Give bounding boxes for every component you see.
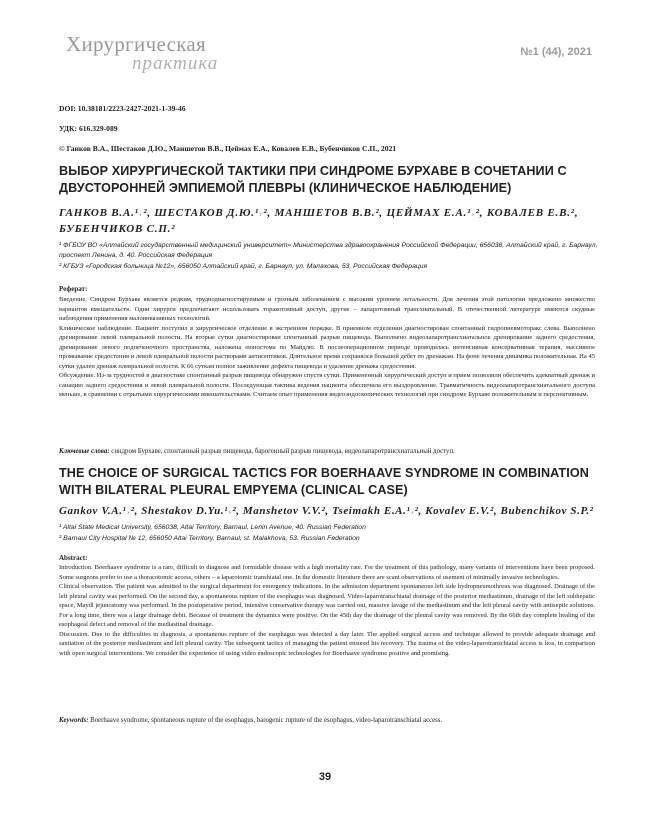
udk: УДК: 616.329-089 xyxy=(59,124,118,133)
keywords-en xyxy=(59,716,595,726)
keywords-ru xyxy=(59,447,595,457)
abstract-label-en: Abstract: xyxy=(59,554,88,562)
abstract-en-discussion: Discussion. Due to the difficulties in diagnosis, a spontaneous rupture of the esophagus was detected a day later. The applied surgical access and technique allowed to provide adequate drainage and sanitation of the posterior mediastinum and left pleural cavity. The subsequent tactics of managing the patient ensured his recovery. The trauma of the video-laparotranschiatal access is less, in comparison with open surgical interventions. We consider the experience of using video endoscopic technologies for Boerhaave syndrome positive and promising. xyxy=(59,630,595,657)
abstract-en-observation: Clinical observation. The patient was admitted to the surgical department for emergency indications. In the admission department spontaneous left side hydropneumothorax was diagnosed. Drainage of the left pleural cavity was performed. On the second day, a spontaneous rupture of the esophagus was diagnosed. Video-laparotranschiatal drainage of the posterior mediastinum, drainage of the left subhepatic space, Maydl jejunostomy was performed. In the postoperative period, intensive conservative therapy was carried out, massive lavage of the mediastinum and the left pleural cavity with antiseptic solutions. For a long time, there was a large drainage debit. Because of treatment the dynamics were positive. On the 45th day the drainage of the pleural cavity was removed. By the 66th day complete healing of the esophageal defect and removal of the mediastinal drainage. xyxy=(59,583,595,629)
issue-number: №1 (44), 2021 xyxy=(520,46,592,58)
journal-title: Хирургическая xyxy=(66,32,206,56)
authors-ru-line1: ГАНКОВ В.А.¹˒², ШЕСТАКОВ Д.Ю.¹˒², МАНШЕТОВ В.В.², ЦЕЙМАХ Е.А.¹˒², КОВАЛЕВ Е.В.², xyxy=(59,207,579,219)
copyright: © Ганков В.А., Шестаков Д.Ю., Маншетов В.В., Цеймах Е.А., Ковалев Е.В., Бубенчиков С.П., 2021 xyxy=(59,144,397,153)
article-title-en: THE CHOICE OF SURGICAL TACTICS FOR BOERHAAVE SYNDROME IN COMBINATION WITH BILATERAL PLEURAL EMPYEMA (CLINICAL CASE) xyxy=(59,466,589,497)
page-number: 39 xyxy=(318,771,332,783)
abstract-ru xyxy=(59,295,595,400)
article-title-ru: ВЫБОР ХИРУРГИЧЕСКОЙ ТАКТИКИ ПРИ СИНДРОМЕ БУРХАВЕ В СОЧЕТАНИИ С ДВУСТОРОННЕЙ ЭМПИЕМОЙ ПЛЕВРЫ (КЛИНИЧЕСКОЕ НАБЛЮДЕНИЕ) xyxy=(59,164,567,195)
affiliation-ru-1: ¹ ФГБОУ ВО «Алтайский государственный медицинский университет» Министерства здравоохранения Российской Федерации, 656038, Алтайский край, г. Барнаул, проспект Ленина, д. 40. Российская Федерация xyxy=(59,242,598,259)
abstract-ru-discussion: Обсуждение. Из-за трудностей в диагностике спонтанный разрыв пищевода обнаружен спустя сутки. Примененный хирургический доступ и прием позволили обеспечить адекватный дренаж и санацию заднего средостения и левой плевральной полости. Последующая тактика ведения пациента обеспечила его выздоровление. Травматичность видеолапаротрансхиатального доступа меньше, в сравнении с отрытыми хирургическими вмешательствами. Считаем опыт применения видеоэндоскопических технологий при синдроме Бурхаве положительным и перспективным. xyxy=(59,372,595,399)
authors-en: Gankov V.A.¹˒², Shestakov D.Yu.¹˒², Manshetov V.V.², Tseimakh E.A.¹˒², Kovalev E.V.², Bubenchikov S.P.² xyxy=(59,505,594,517)
abstract-en-introduction: Introduction. Boerhaave syndrome is a rare, difficult to diagnose and formidable disease with a high mortality rate. For the treatment of this pathology, many variants of interventions have been proposed. Some surgeons prefer to use a thoracotomic access, others – a laparotomic transhiatal one. In the domestic literature there are scant observations of usement of minimally invasive technologies. xyxy=(59,564,595,581)
abstract-ru-observation: Клиническое наблюдение. Пациент поступил в хирургическое отделение в экстренном порядке. В приемном отделении диагностирован спонтанный гидропневмоторакс слева. Выполнено дренирование левой плевральной полости. На вторые сутки диагностирован спонтанный разрыв пищевода. Выполнено видеолапаротрансхиатальное дренирование заднего средостения, дренирование левого подпеченочного пространства, наложена еюностома по Майдлю. В послеоперационном периоде проводилась интенсивная консервативная терапия, массивное промывание средостения и левой плевральной полости растворами антисептиков. Длительное время сохранялся большой дебет по дренажам. На фоне лечения динамика положительная. На 45 сутки удален дренаж плевральной полости. К 66 суткам полное заживление дефекта пищевода и удаление дренажа средостения. xyxy=(59,324,595,370)
abstract-en xyxy=(59,563,595,658)
keywords-text-en: Boerhaave syndrome, spontaneous rupture of the esophagus, barogenic rupture of the esophagus, video-laparotranschiatal access. xyxy=(90,717,443,724)
abstract-ru-introduction: Введение. Синдром Бурхаве является редким, труднодиагностируемым и грозным заболеванием с высоким уровнем летальности. Для лечения этой патологии предложено множество вариантов вмешательств. Одни хирурги предпочитают использовать торакотомный доступ, другие – лапаротомный трансхиатальный. В отечественной литературе имеются скудные наблюдения применения малоинвазивных технологий. xyxy=(59,296,595,323)
authors-ru-line2: БУБЕНЧИКОВ С.П.² xyxy=(59,223,176,235)
journal-logo xyxy=(60,30,230,80)
keywords-label-en: Keywords: xyxy=(59,717,89,724)
keywords-text-ru: синдром Бурхаве, спонтанный разрыв пищевода, барогенный разрыв пищевода, видеолапаротрансхиатальный доступ. xyxy=(111,448,455,455)
affiliation-en-1: ¹ Altai State Medical University, 656038, Altai Territory, Barnaul, Lenin Avenue, 40. Russian Federation xyxy=(59,524,366,531)
affiliation-ru-2: ² КГБУЗ «Городская больница №12», 656050 Алтайский край, г. Барнаул, ул. Малахова, 53, Российская Федерация xyxy=(59,263,428,270)
doi: DOI: 10.38181/2223-2427-2021-1-39-46 xyxy=(59,104,186,113)
affiliation-en-2: ² Barnaul City Hospital № 12, 656050 Altai Territory, Barnaul, st. Malakhova, 53. Russian Federation xyxy=(59,535,360,542)
abstract-label-ru: Реферат: xyxy=(59,285,88,293)
journal-subtitle: практика xyxy=(132,53,219,74)
keywords-label-ru: Ключевые слова: xyxy=(59,448,110,455)
